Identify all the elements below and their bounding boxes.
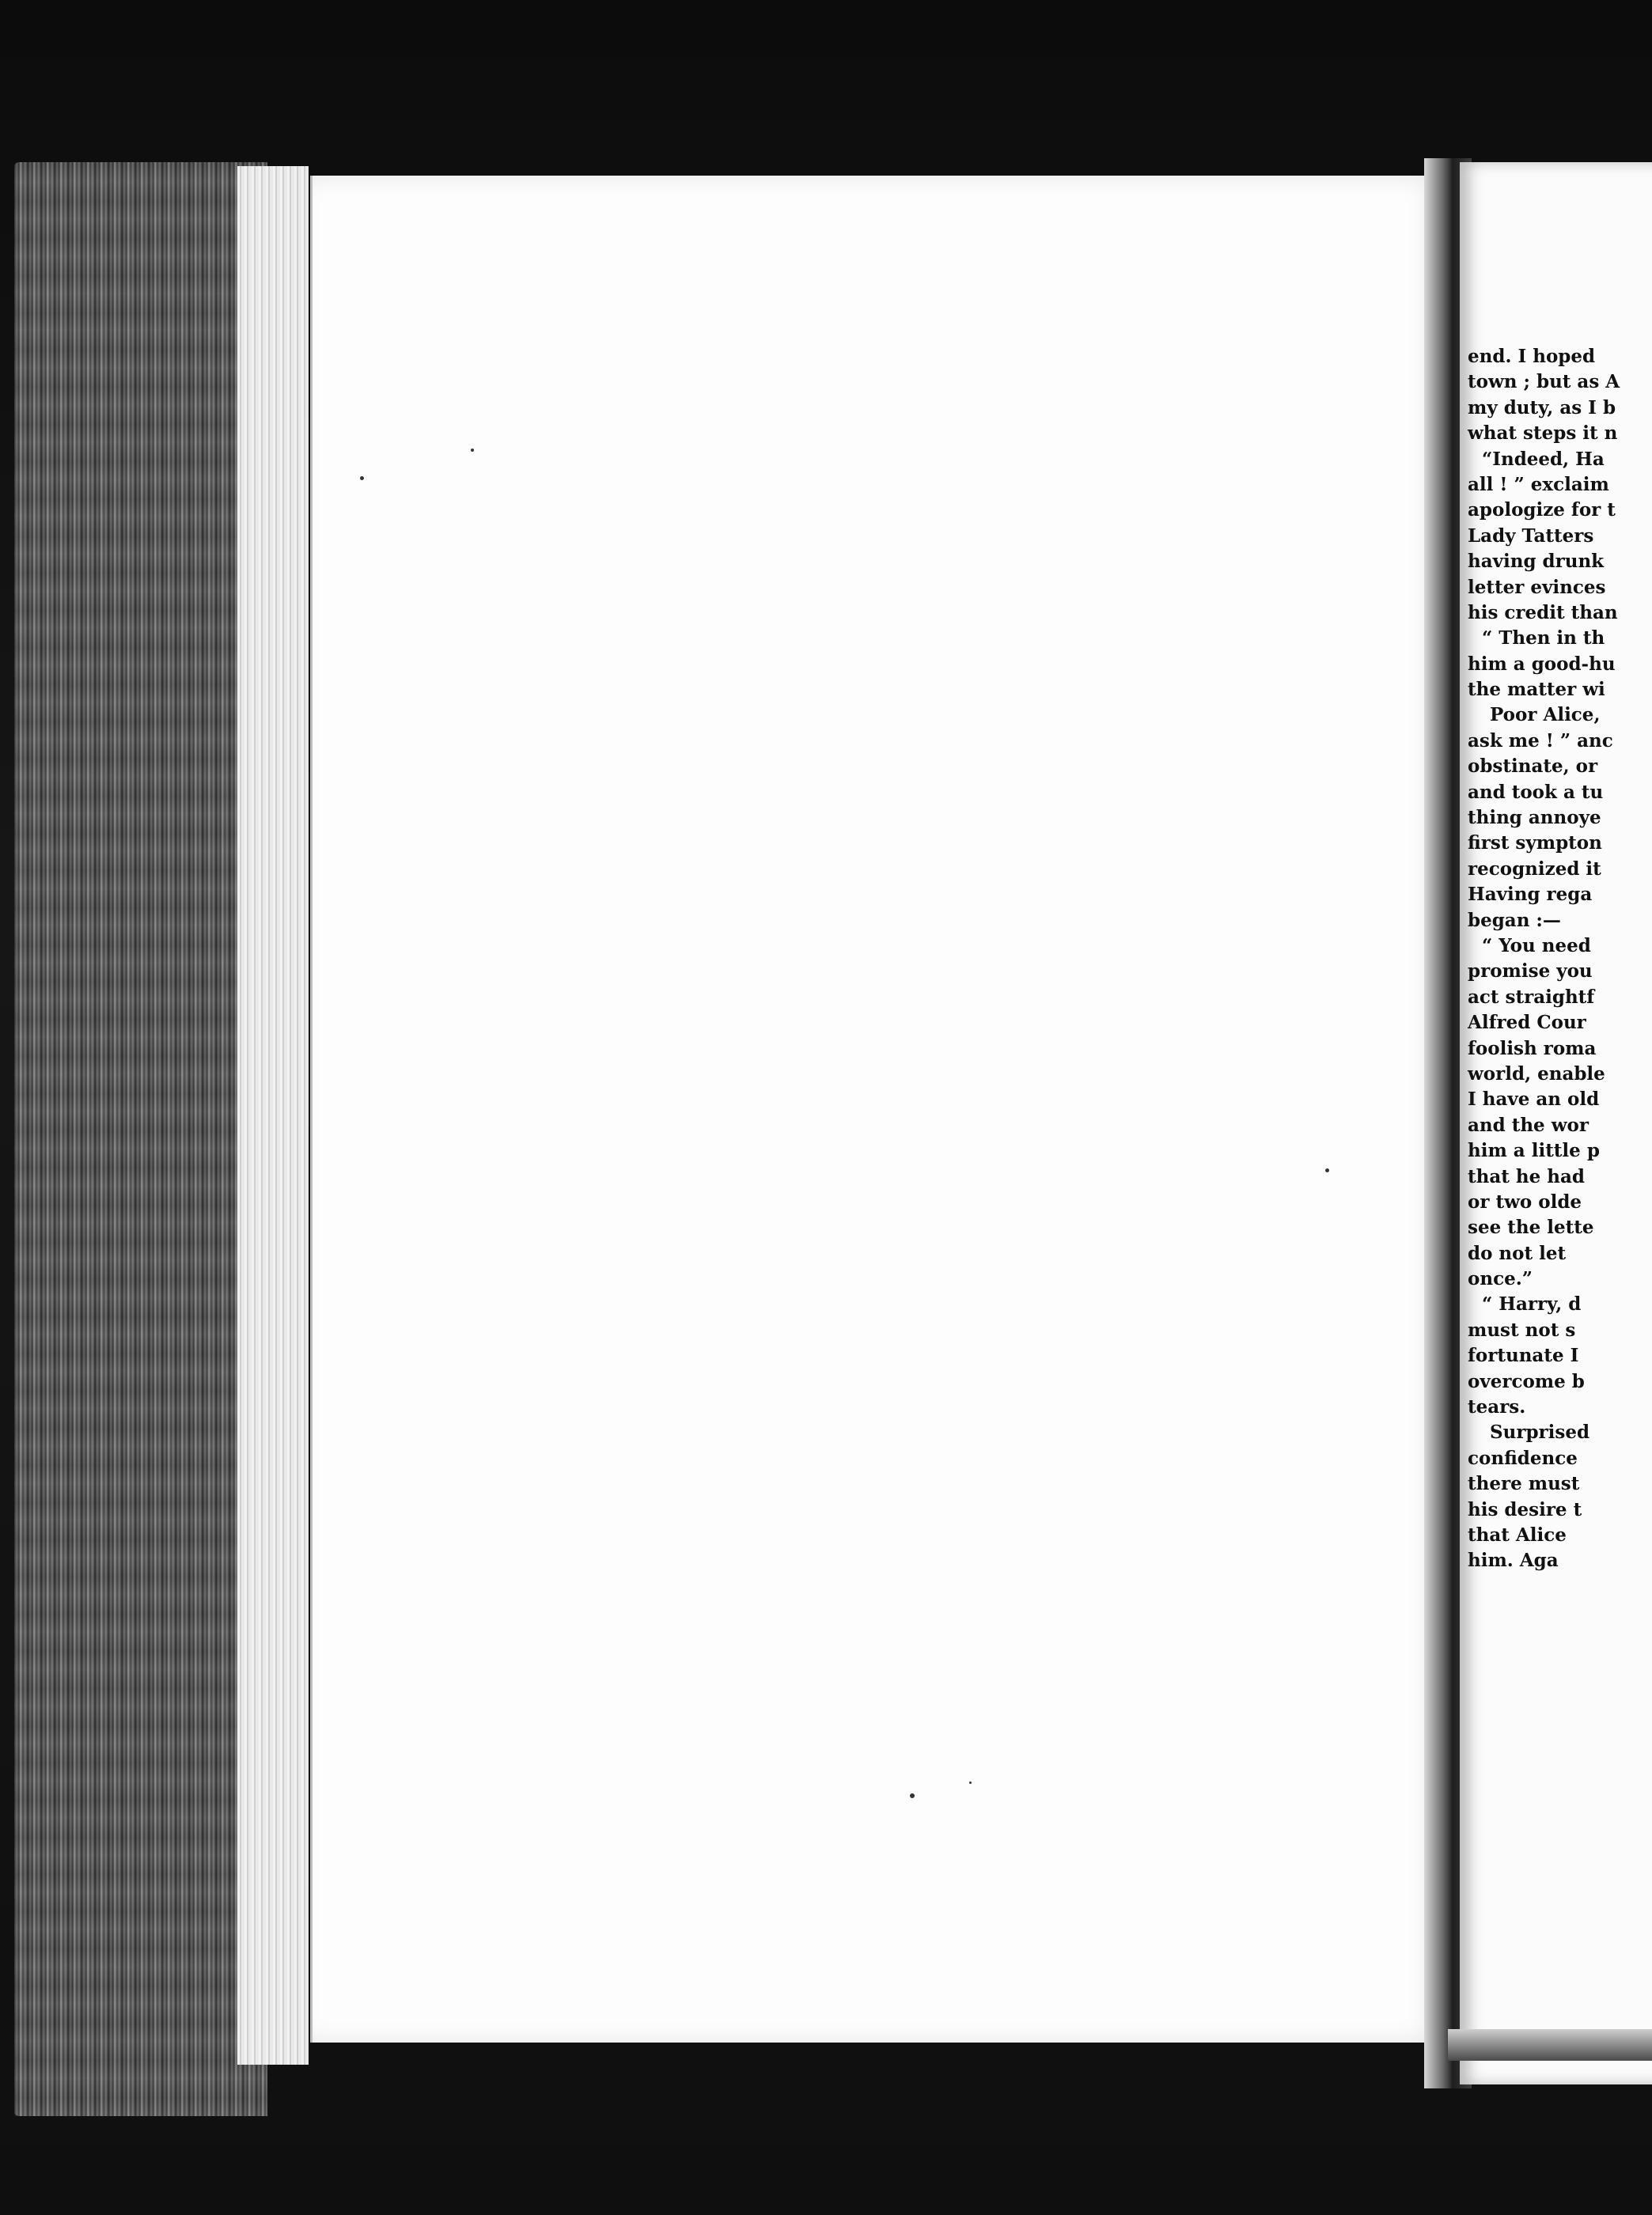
page-text-column <box>1468 344 1652 1574</box>
text-line: foolish roma <box>1468 1037 1597 1059</box>
paper-speck <box>1325 1168 1329 1172</box>
text-line: must not s <box>1468 1319 1576 1341</box>
right-text-page <box>1460 162 1652 2084</box>
text-line: act straightf <box>1468 986 1595 1008</box>
text-line: recognized it <box>1468 858 1601 880</box>
text-line: first sympton <box>1468 832 1602 854</box>
text-line: his credit than <box>1468 601 1618 623</box>
text-line: or two olde <box>1468 1191 1582 1213</box>
paper-speck <box>471 449 474 452</box>
text-line: apologize for t <box>1468 499 1616 521</box>
text-line: overcome b <box>1468 1370 1585 1392</box>
text-line: confidence <box>1468 1447 1578 1469</box>
paper-speck <box>910 1793 915 1798</box>
text-line: and took a tu <box>1468 781 1604 803</box>
text-line: world, enable <box>1468 1062 1605 1085</box>
text-line: having drunk <box>1468 551 1605 573</box>
text-line: Alfred Cour <box>1468 1012 1586 1034</box>
text-line: promise you <box>1468 960 1593 983</box>
text-line: that Alice <box>1468 1524 1567 1546</box>
page-bottom-edge <box>1448 2029 1652 2061</box>
text-line: him a little p <box>1468 1140 1600 1162</box>
text-line: do not let <box>1468 1242 1567 1264</box>
text-line: and the wor <box>1468 1114 1589 1136</box>
text-line: tears. <box>1468 1396 1526 1418</box>
text-line: “ Harry, d <box>1482 1293 1582 1316</box>
text-line: once.” <box>1468 1268 1533 1290</box>
text-line: began :— <box>1468 909 1561 931</box>
text-line: ask me ! ” anc <box>1468 729 1613 752</box>
text-line: Poor Alice, <box>1490 704 1601 726</box>
text-line: my duty, as I b <box>1468 396 1616 418</box>
left-blank-page <box>310 176 1444 2043</box>
text-line: fortunate I <box>1468 1345 1579 1367</box>
text-line: Having rega <box>1468 884 1593 906</box>
text-line: obstinate, or <box>1468 755 1598 778</box>
text-line: see the lette <box>1468 1217 1594 1239</box>
text-line: “ You need <box>1482 934 1591 956</box>
page-stack-edge <box>237 166 309 2065</box>
text-line: his desire t <box>1468 1498 1582 1520</box>
text-line: “Indeed, Ha <box>1482 448 1605 470</box>
paper-speck <box>360 476 364 480</box>
text-line: I have an old <box>1468 1089 1600 1111</box>
text-line: him. Aga <box>1468 1550 1559 1572</box>
text-line: thing annoye <box>1468 807 1601 829</box>
book-fore-edge <box>14 162 267 2116</box>
text-line: all ! ” exclaim <box>1468 473 1609 495</box>
text-line: “ Then in th <box>1482 627 1605 649</box>
text-line: him a good-hu <box>1468 653 1616 675</box>
text-line: letter evinces <box>1468 576 1606 598</box>
text-line: what steps it n <box>1468 422 1618 445</box>
text-line: the matter wi <box>1468 679 1605 701</box>
text-line: Surprised <box>1490 1422 1590 1444</box>
paper-speck <box>969 1781 972 1784</box>
text-line: end. I hoped <box>1468 346 1596 367</box>
text-line: town ; but as A <box>1468 371 1620 393</box>
text-line: that he had <box>1468 1165 1585 1187</box>
text-line: there must <box>1468 1473 1580 1495</box>
text-line: Lady Tatters <box>1468 524 1594 547</box>
